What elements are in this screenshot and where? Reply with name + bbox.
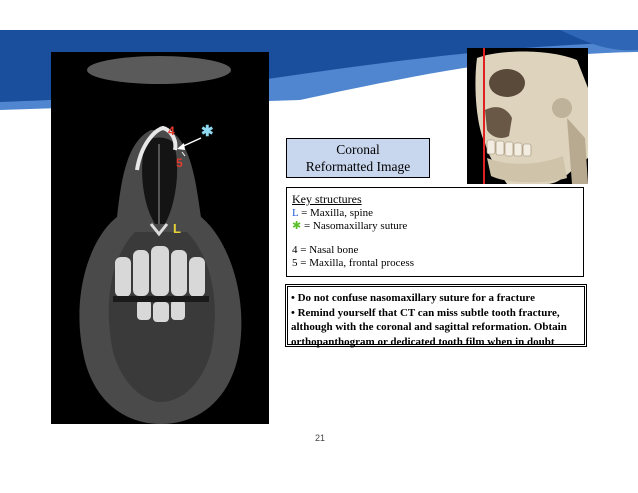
ct-asterisk-marker: ✱ <box>201 123 214 140</box>
slide-title-line2: Reformatted Image <box>305 159 411 174</box>
key-text-maxilla-frontal-process: = Maxilla, frontal process <box>297 257 414 269</box>
key-structures-box <box>286 187 584 277</box>
skull-3d-reference-image <box>467 48 588 184</box>
key-symbol-5: 5 <box>292 257 298 269</box>
key-text-maxilla-spine: = Maxilla, spine <box>298 207 373 219</box>
ct-label-L: L <box>173 221 181 236</box>
ct-coronal-image <box>51 52 269 424</box>
note-line-3: although with the coronal and sagittal reformation. Obtain <box>291 321 567 333</box>
key-structures-heading: Key structures <box>292 192 362 206</box>
ct-label-5: 5 <box>176 156 183 170</box>
key-item-nasomaxillary-suture <box>292 220 583 233</box>
key-item-nasal-bone <box>292 244 583 257</box>
key-text-nasal-bone: = Nasal bone <box>297 244 359 256</box>
key-symbol-L: L <box>292 207 299 219</box>
key-text-nasomaxillary-suture: = Nasomaxillary suture <box>301 220 408 232</box>
skull-graphic <box>467 48 588 184</box>
note-line-4: orthopanthogram or dedicated tooth film when in doubt <box>291 335 555 348</box>
ct-scan-graphic <box>51 52 269 424</box>
key-symbol-asterisk: ✱ <box>292 220 302 232</box>
key-symbol-4: 4 <box>292 244 298 256</box>
slide-title-box <box>286 138 430 178</box>
clinical-notes-box <box>285 284 587 347</box>
key-item-maxilla-frontal-process <box>292 257 583 270</box>
page-number: 21 <box>314 433 325 443</box>
note-line-2: • Remind yourself that CT can miss subtle tooth fracture, <box>291 306 560 319</box>
ct-label-4: 4 <box>168 124 175 138</box>
key-item-maxilla-spine <box>292 207 583 220</box>
slide-title-line1: Coronal <box>336 142 380 157</box>
note-line-1: • Do not confuse nasomaxillary suture for a fracture <box>291 292 535 304</box>
